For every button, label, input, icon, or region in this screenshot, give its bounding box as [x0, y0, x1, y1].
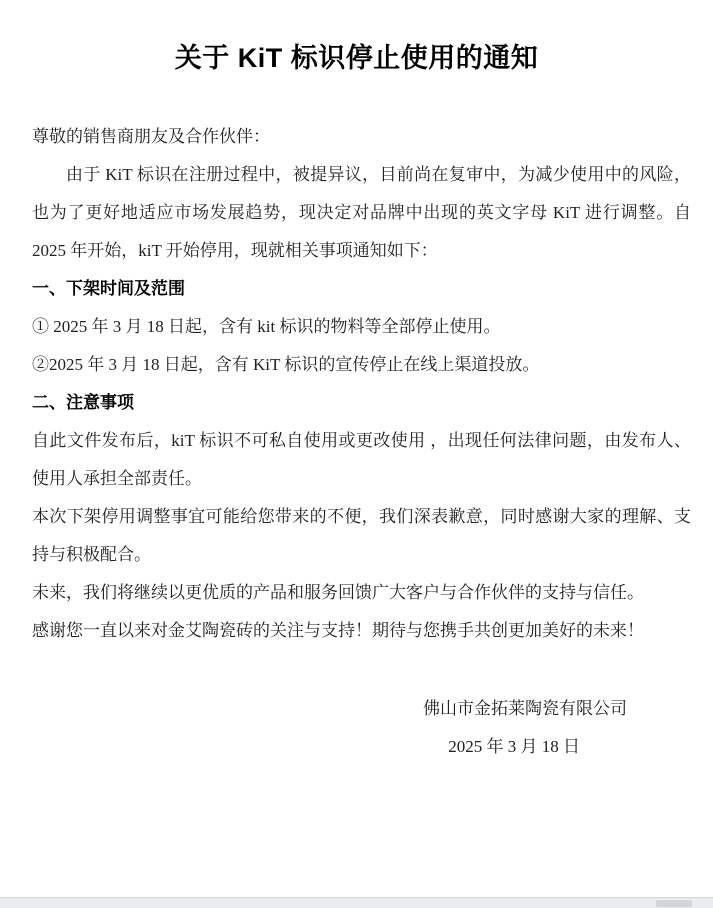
section1-item-1: ① 2025 年 3 月 18 日起，含有 kit 标识的物料等全部停止使用。	[32, 317, 501, 336]
document-body	[0, 118, 713, 766]
future-commitment-paragraph: 未来，我们将继续以更优质的产品和服务回馈广大客户与合作伙伴的支持与信任。	[32, 583, 644, 602]
signature-company: 佛山市金拓莱陶瓷有限公司	[423, 699, 627, 718]
section2-heading: 二、注意事项	[32, 393, 134, 412]
document-page	[0, 40, 713, 908]
scrollbar-thumb[interactable]	[656, 900, 692, 907]
document-title: 关于 KiT 标识停止使用的通知	[174, 43, 539, 73]
thanks-paragraph: 感谢您一直以来对金艾陶瓷砖的关注与支持！期待与您携手共创更加美好的未来！	[32, 621, 644, 640]
section1-item-2: ②2025 年 3 月 18 日起，含有 KiT 标识的宣传停止在线上渠道投放。	[32, 355, 540, 374]
intro-paragraph: 由于 KiT 标识在注册过程中，被提异议，目前尚在复审中，为减少使用中的风险，也为了更好地适应市场发展趋势，现决定对品牌中出现的英文字母 KiT 进行调整。自 2025 年开始，kiT 开始停用，现就相关事项通知如下：	[32, 165, 691, 260]
legal-notice-paragraph: 自此文件发布后，kiT 标识不可私自使用或更改使用 ，出现任何法律问题，由发布人、使用人承担全部责任。	[32, 431, 691, 488]
section1-heading: 一、下架时间及范围	[32, 279, 185, 298]
signature-date: 2025 年 3 月 18 日	[448, 737, 580, 756]
horizontal-scrollbar[interactable]	[0, 897, 713, 908]
apology-paragraph: 本次下架停用调整事宜可能给您带来的不便，我们深表歉意，同时感谢大家的理解、支持与积极配合。	[32, 507, 691, 564]
greeting-line: 尊敬的销售商朋友及合作伙伴：	[32, 127, 270, 146]
